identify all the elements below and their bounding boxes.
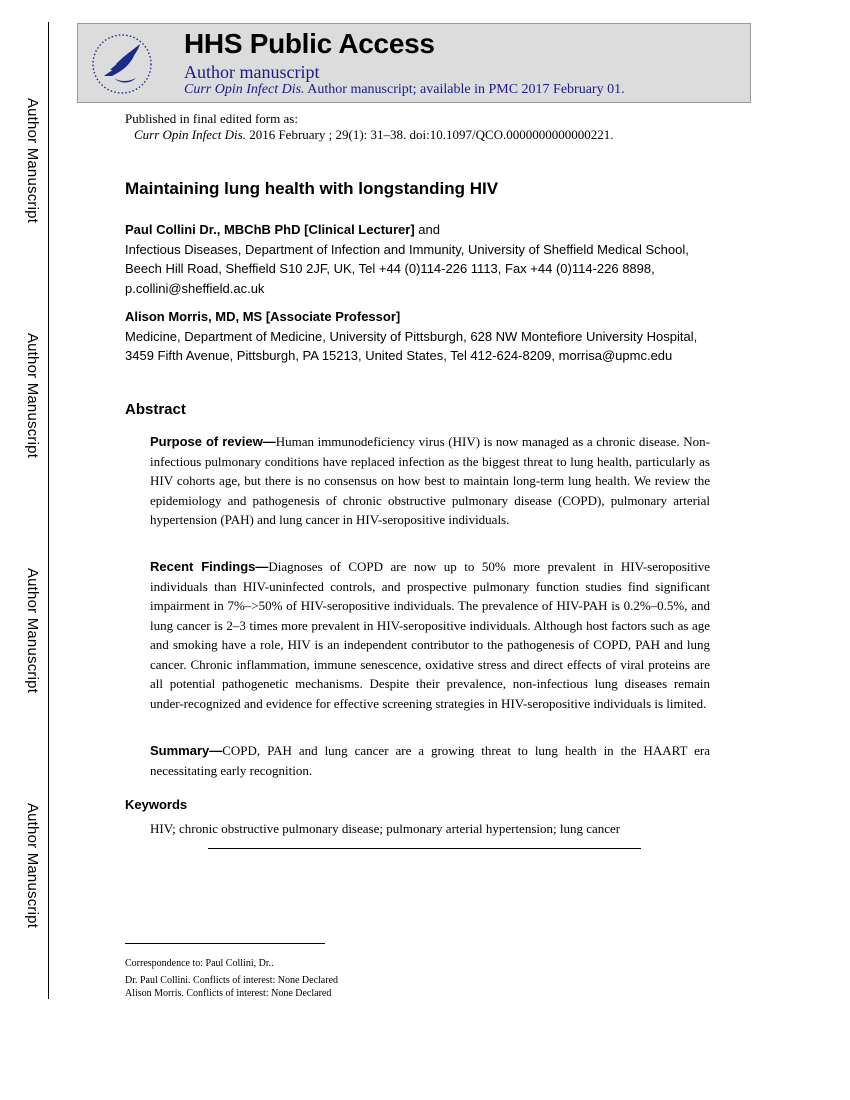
abstract-summary: Summary—COPD, PAH and lung cancer are a growing threat to lung health in the HAART era necessitating early recognition.	[150, 743, 710, 778]
header-subtitle: Author manuscript	[184, 62, 320, 82]
availability-line: Curr Opin Infect Dis. Author manuscript; available in PMC 2017 February 01.	[184, 82, 625, 97]
author-affiliation: Infectious Diseases, Department of Infection and Immunity, University of Sheffield Medical School, Beech Hill Road, Sheffield S10 2JF, UK, Tel +44 (0)114-226 1113, Fax +44 (0)114-226 8898, p.collini@sheffield.ac.uk	[125, 241, 689, 296]
author-name: Paul Collini Dr., MBChB PhD [Clinical Lecturer]	[125, 222, 415, 237]
author-block	[125, 307, 725, 366]
abstract-findings: Recent Findings—Diagnoses of COPD are now up to 50% more prevalent in HIV-seropositive individuals than HIV-uninfected controls, and prospective pulmonary function studies find significant impairment in 7%–>50% of HIV-seropositive individuals. The prevalence of HIV-PAH is 0.2%–0.5%, and lung cancer is 2–3 times more prevalent in HIV-seropositive individuals. Although host factors such as age and smoking have a role, HIV is an independent contributor to the pathogenesis of COPD, PAH and lung cancer. Chronic inflammation, immune senescence, oxidative stress and direct effects of viral proteins are all potential pathogenetic mechanisms. Despite their prevalence, non-infectious lung diseases remain under-recognized and evidence for effective screening strategies in HIV-seropositive individuals is limited.	[150, 559, 710, 711]
footnote: Alison Morris. Conflicts of interest: None Declared	[125, 988, 332, 999]
citation: Curr Opin Infect Dis. 2016 February ; 29(1): 31–38. doi:10.1097/QCO.0000000000000221.	[134, 127, 614, 142]
side-label: Author Manuscript	[24, 97, 42, 223]
section-lead: Purpose of review—	[150, 434, 276, 449]
side-label: Author Manuscript	[24, 567, 42, 693]
published-label: Published in final edited form as:	[125, 111, 298, 126]
hhs-header	[77, 23, 751, 103]
footnote: Correspondence to: Paul Collini, Dr..	[125, 958, 274, 969]
author-name: Alison Morris, MD, MS [Associate Professor]	[125, 309, 401, 324]
author-block: Paul Collini Dr., MBChB PhD [Clinical Lecturer] and Infectious Diseases, Department of Infection and Immunity, University of Sheffield Medical School, Beech Hill Road, Sheffield S10 2JF, UK, Tel +44 (0)114-226 1113, Fax +44 (0)114-226 8898, p.collini@sheffield.ac.uk	[125, 220, 725, 298]
side-divider	[48, 22, 49, 999]
abstract-purpose: Purpose of review—Human immunodeficiency virus (HIV) is now managed as a chronic disease. Non-infectious pulmonary conditions have replaced infection as the biggest threat to lung health, particularly as HIV cohorts age, but there is no consensus on how best to maintain long-term lung health. We review the epidemiology and pathogenesis of chronic obstructive pulmonary disease (COPD), pulmonary arterial hypertension (PAH) and lung cancer in HIV-seropositive individuals.	[150, 434, 710, 527]
footnote: Dr. Paul Collini. Conflicts of interest: None Declared	[125, 975, 339, 986]
author-affiliation: Medicine, Department of Medicine, University of Pittsburgh, 628 NW Montefiore University Hospital, 3459 Fifth Avenue, Pittsburgh, PA 15213, United States, Tel 412-624-8209, morrisa@upmc.edu	[125, 328, 698, 363]
section-lead: Summary—	[150, 743, 223, 758]
section-lead: Recent Findings—	[150, 559, 269, 574]
keywords-text: HIV; chronic obstructive pulmonary disease; pulmonary arterial hypertension; lung cancer	[150, 821, 621, 836]
hhs-eagle-logo-icon	[90, 32, 154, 96]
section-divider	[208, 848, 641, 849]
side-label: Author Manuscript	[24, 332, 42, 458]
keywords-heading: Keywords	[125, 797, 188, 812]
header-title: HHS Public Access	[184, 28, 435, 59]
abstract-heading: Abstract	[125, 401, 186, 418]
footnote-divider	[125, 943, 325, 944]
side-label: Author Manuscript	[24, 802, 42, 928]
article-title: Maintaining lung health with longstanding HIV	[125, 179, 499, 198]
